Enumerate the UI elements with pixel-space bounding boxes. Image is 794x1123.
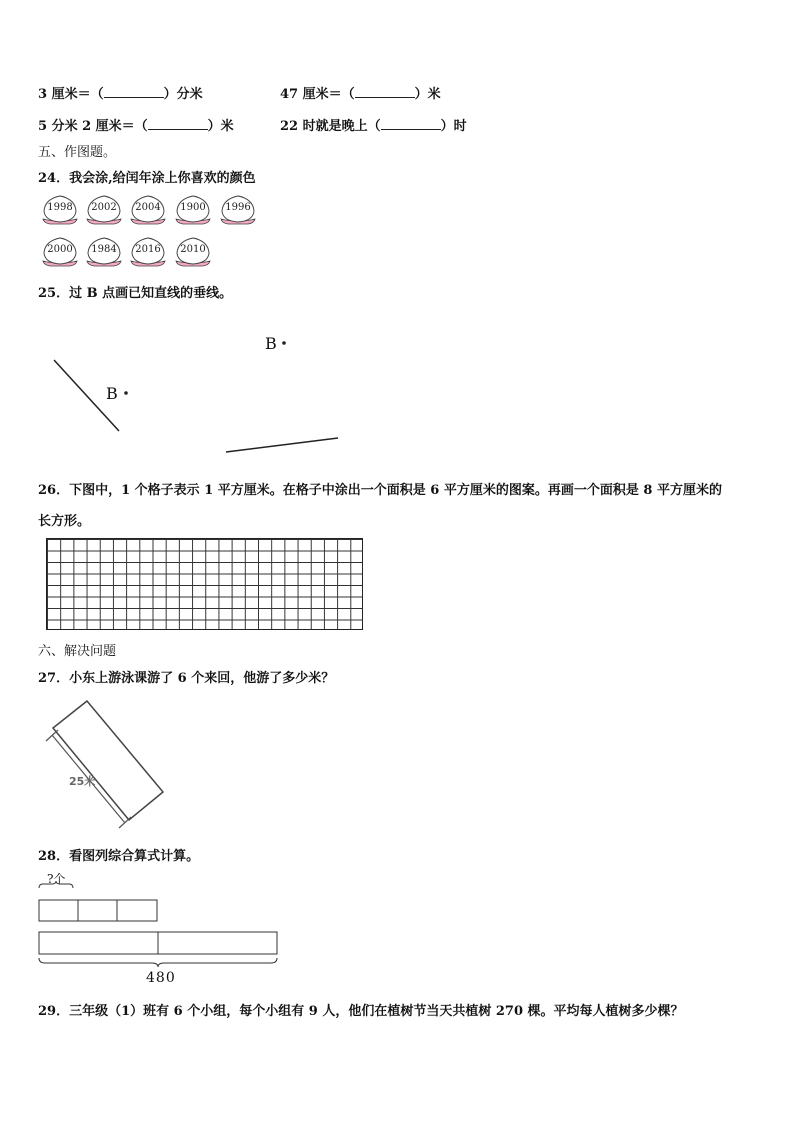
small-box-1 [39,900,78,921]
pumpkin-year: 2002 [91,202,117,213]
pool-length-label: 25米 [69,775,96,788]
question-26-line-2: 长方形。 [38,514,91,529]
question-24: 24．我会涂,给闰年涂上你喜欢的颜色 [38,171,256,186]
unknown-brace [39,881,73,888]
blank-question-2: 47 厘米＝（ ）米 [280,87,441,102]
answer-blank[interactable] [148,117,208,130]
pumpkin-year: 1900 [180,202,206,213]
question-25: 25．过 B 点画已知直线的垂线。 [38,286,233,301]
pumpkin-year: 2004 [135,202,161,213]
question-27: 27．小东上游泳课游了 6 个来回，他游了多少米？ [38,671,335,686]
answer-blank[interactable] [104,85,164,98]
point-b-upper-label: B [265,334,277,353]
leap-year-pumpkin[interactable] [84,193,124,227]
leap-year-pumpkin[interactable] [173,235,213,269]
small-box-3 [117,900,157,921]
unknown-label: ?个 [47,872,66,886]
answer-blank[interactable] [355,85,415,98]
total-label: 480 [146,970,176,986]
blank-question-1: 3 厘米＝（ ）分米 [38,87,203,102]
question-26-line-1: 26．下图中，1 个格子表示 1 平方厘米。在格子中涂出一个面积是 6 平方厘米的图案。再画一个面积是 8 平方厘米的 [38,483,722,498]
long-box-1 [39,932,158,954]
leap-year-pumpkin[interactable] [40,235,80,269]
small-box-2 [78,900,117,921]
pumpkin-year: 1998 [47,202,73,213]
leap-year-pumpkin[interactable] [128,193,168,227]
square-grid[interactable] [46,538,363,630]
perpendicular-figure [0,320,400,460]
long-box-2 [158,932,277,954]
point-b-upper[interactable] [282,341,286,345]
pool-figure [30,695,180,830]
point-b-lower-label: B [106,384,118,403]
answer-blank[interactable] [381,117,441,130]
blank-question-4: 22 时就是晚上（ ）时 [280,119,467,134]
bar-model-figure [30,880,290,970]
pumpkin-year: 2016 [135,244,161,255]
pumpkin-year: 1984 [91,244,117,255]
leap-year-pumpkin[interactable] [84,235,124,269]
question-28: 28．看图列综合算式计算。 [38,849,200,864]
section-heading-6: 六、解决问题 [38,644,117,659]
pumpkin-year: 2000 [47,244,73,255]
total-brace [39,958,277,967]
blank-question-3: 5 分米 2 厘米＝（ ）米 [38,119,234,134]
pumpkin-year: 2010 [180,244,206,255]
leap-year-pumpkin[interactable] [40,193,80,227]
question-29: 29．三年级（1）班有 6 个小组，每个小组有 9 人，他们在植树节当天共植树 270 棵。平均每人植树多少棵？ [38,1004,684,1019]
section-heading-5: 五、作图题。 [38,145,117,160]
pumpkin-year: 1996 [225,202,251,213]
leap-year-pumpkin[interactable] [128,235,168,269]
given-line-2 [226,438,338,452]
leap-year-pumpkin[interactable] [218,193,258,227]
leap-year-pumpkin[interactable] [173,193,213,227]
point-b-lower[interactable] [124,391,128,395]
